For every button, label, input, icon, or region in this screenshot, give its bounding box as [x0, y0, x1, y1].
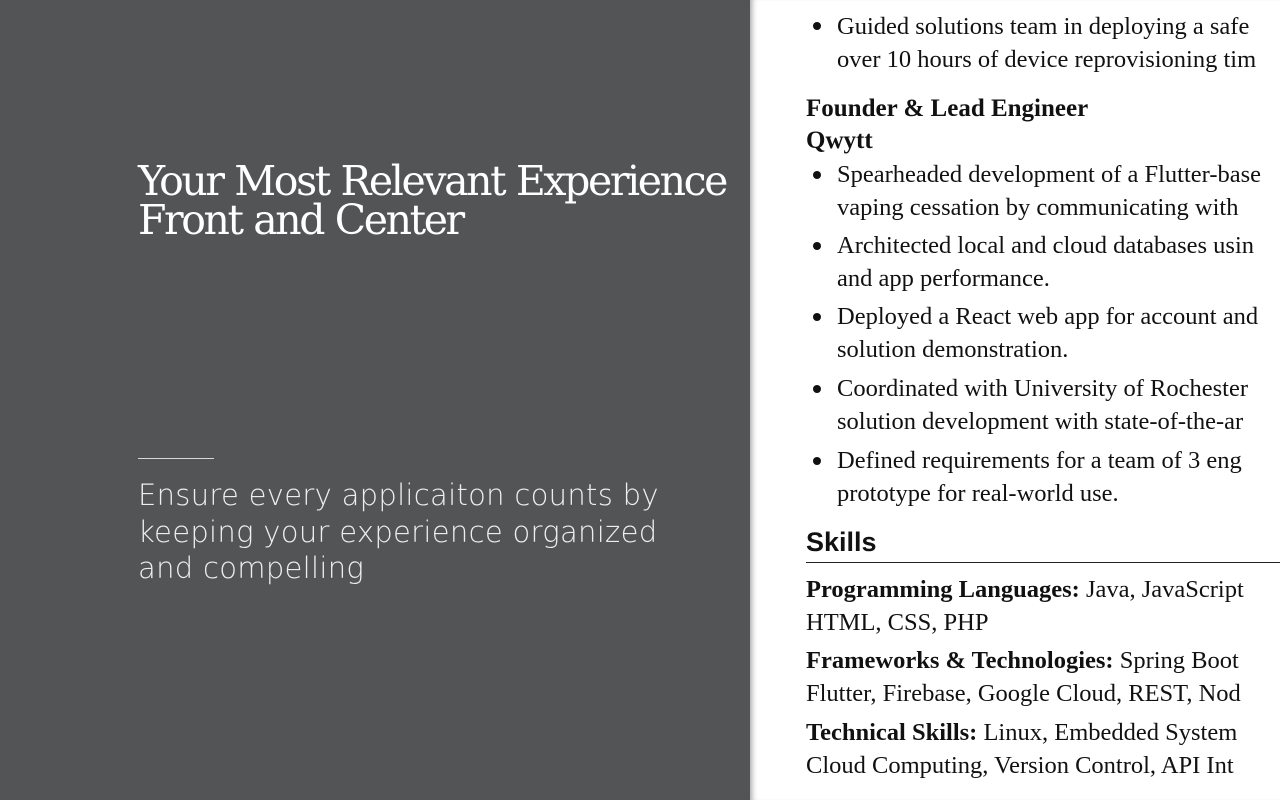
skill-label: Programming Languages:	[806, 576, 1080, 603]
bullet-3-line-2: solution demonstration.	[837, 336, 1069, 363]
skill-row-programming-languages-cont: HTML, CSS, PHP	[806, 609, 989, 636]
bullet-dot	[813, 171, 821, 179]
bullet-5-line-1: Defined requirements for a team of 3 eng	[837, 447, 1242, 474]
skills-divider	[806, 562, 1280, 563]
promo-title-line-1: Your Most Relevant Experience	[138, 157, 727, 205]
skills-heading: Skills	[806, 527, 877, 557]
bullet-2-line-1: Architected local and cloud databases usin	[837, 232, 1255, 259]
promo-subtitle-line-1: Ensure every applicaiton counts by	[138, 478, 659, 512]
prev-bullet-line-2: over 10 hours of device reprovisioning tim	[837, 46, 1257, 73]
skill-values: Linux, Embedded System	[977, 719, 1238, 746]
bullet-4-line-1: Coordinated with University of Rochester	[837, 375, 1248, 402]
bullet-dot	[813, 457, 821, 465]
skill-row-technical-skills-cont: Cloud Computing, Version Control, API Int	[806, 752, 1234, 779]
skill-row-technical-skills	[806, 716, 1237, 749]
skill-label: Frameworks & Technologies:	[806, 647, 1114, 674]
skill-row-frameworks-cont: Flutter, Firebase, Google Cloud, REST, Nod	[806, 680, 1241, 707]
bullet-dot	[813, 313, 821, 321]
promo-subtitle-line-3: and compelling	[138, 551, 365, 585]
bullet-1-line-1: Spearheaded development of a Flutter-base	[837, 161, 1262, 188]
bullet-dot	[813, 22, 821, 30]
bullet-1-line-2: vaping cessation by communicating with	[837, 194, 1239, 221]
prev-bullet-line-1: Guided solutions team in deploying a safe	[837, 13, 1250, 40]
company-name: Qwytt	[806, 127, 873, 154]
bullet-3-line-1: Deployed a React web app for account and	[837, 303, 1259, 330]
skill-values: Spring Boot	[1113, 647, 1239, 674]
bullet-4-line-2: solution development with state-of-the-ar	[837, 408, 1244, 435]
bullet-dot	[813, 242, 821, 250]
promo-subtitle-line-2: keeping your experience organized	[138, 514, 658, 549]
skill-label: Technical Skills:	[806, 719, 978, 746]
skill-row-programming-languages	[806, 573, 1244, 606]
skill-row-frameworks	[806, 644, 1239, 677]
promo-subtitle	[138, 477, 698, 587]
job-title: Founder & Lead Engineer	[806, 95, 1089, 122]
bullet-2-line-2: and app performance.	[837, 265, 1050, 292]
resume-document	[750, 0, 1280, 800]
promo-title-line-2: Front and Center	[138, 196, 463, 244]
promo-divider	[138, 458, 214, 459]
bullet-5-line-2: prototype for real-world use.	[837, 480, 1119, 507]
promo-title	[138, 157, 738, 244]
bullet-dot	[813, 385, 821, 393]
skill-values: Java, JavaScript	[1079, 576, 1244, 603]
